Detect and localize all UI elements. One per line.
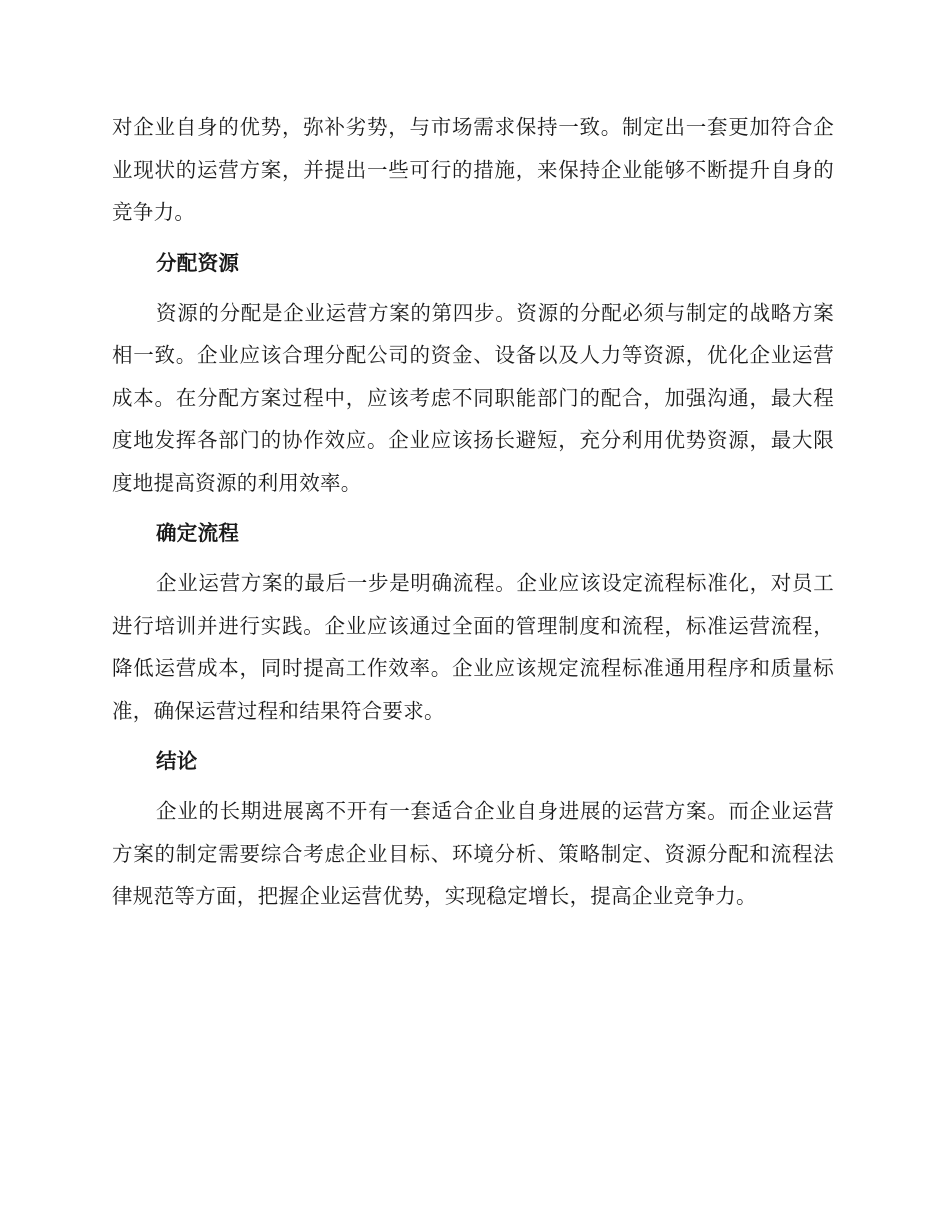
section-heading: 分配资源 — [156, 250, 240, 275]
section-define-process — [112, 518, 834, 732]
document-page — [112, 106, 834, 918]
section-heading: 确定流程 — [156, 521, 240, 545]
section-paragraph: 资源的分配是企业运营方案的第四步。资源的分配必须与制定的战略方案相一致。企业应该合理分配公司的资金、设备以及人力等资源，优化企业运营成本。在分配方案过程中，应该考虑不同职能部门的配合，加强沟通，最大程度地发挥各部门的协作效应。企业应该扬长避短，充分利用优势资源，最大限度地提高资源的利用效率。 — [112, 300, 834, 495]
section-paragraph: 企业的长期进展离不开有一套适合企业自身进展的运营方案。而企业运营方案的制定需要综合考虑企业目标、环境分析、策略制定、资源分配和流程法律规范等方面，把握企业运营优势，实现稳定增长，提高企业竞争力。 — [112, 799, 834, 908]
section-conclusion — [112, 746, 834, 918]
section-paragraph: 企业运营方案的最后一步是明确流程。企业应该设定流程标准化，对员工进行培训并进行实践。企业应该通过全面的管理制度和流程，标准运营流程，降低运营成本，同时提高工作效率。企业应该规定流程标准通用程序和质量标准，确保运营过程和结果符合要求。 — [112, 571, 834, 723]
intro-paragraph: 对企业自身的优势，弥补劣势，与市场需求保持一致。制定出一套更加符合企业现状的运营方案，并提出一些可行的措施，来保持企业能够不断提升自身的竞争力。 — [112, 115, 834, 224]
section-allocate-resources — [112, 248, 834, 505]
section-heading: 结论 — [156, 749, 198, 773]
